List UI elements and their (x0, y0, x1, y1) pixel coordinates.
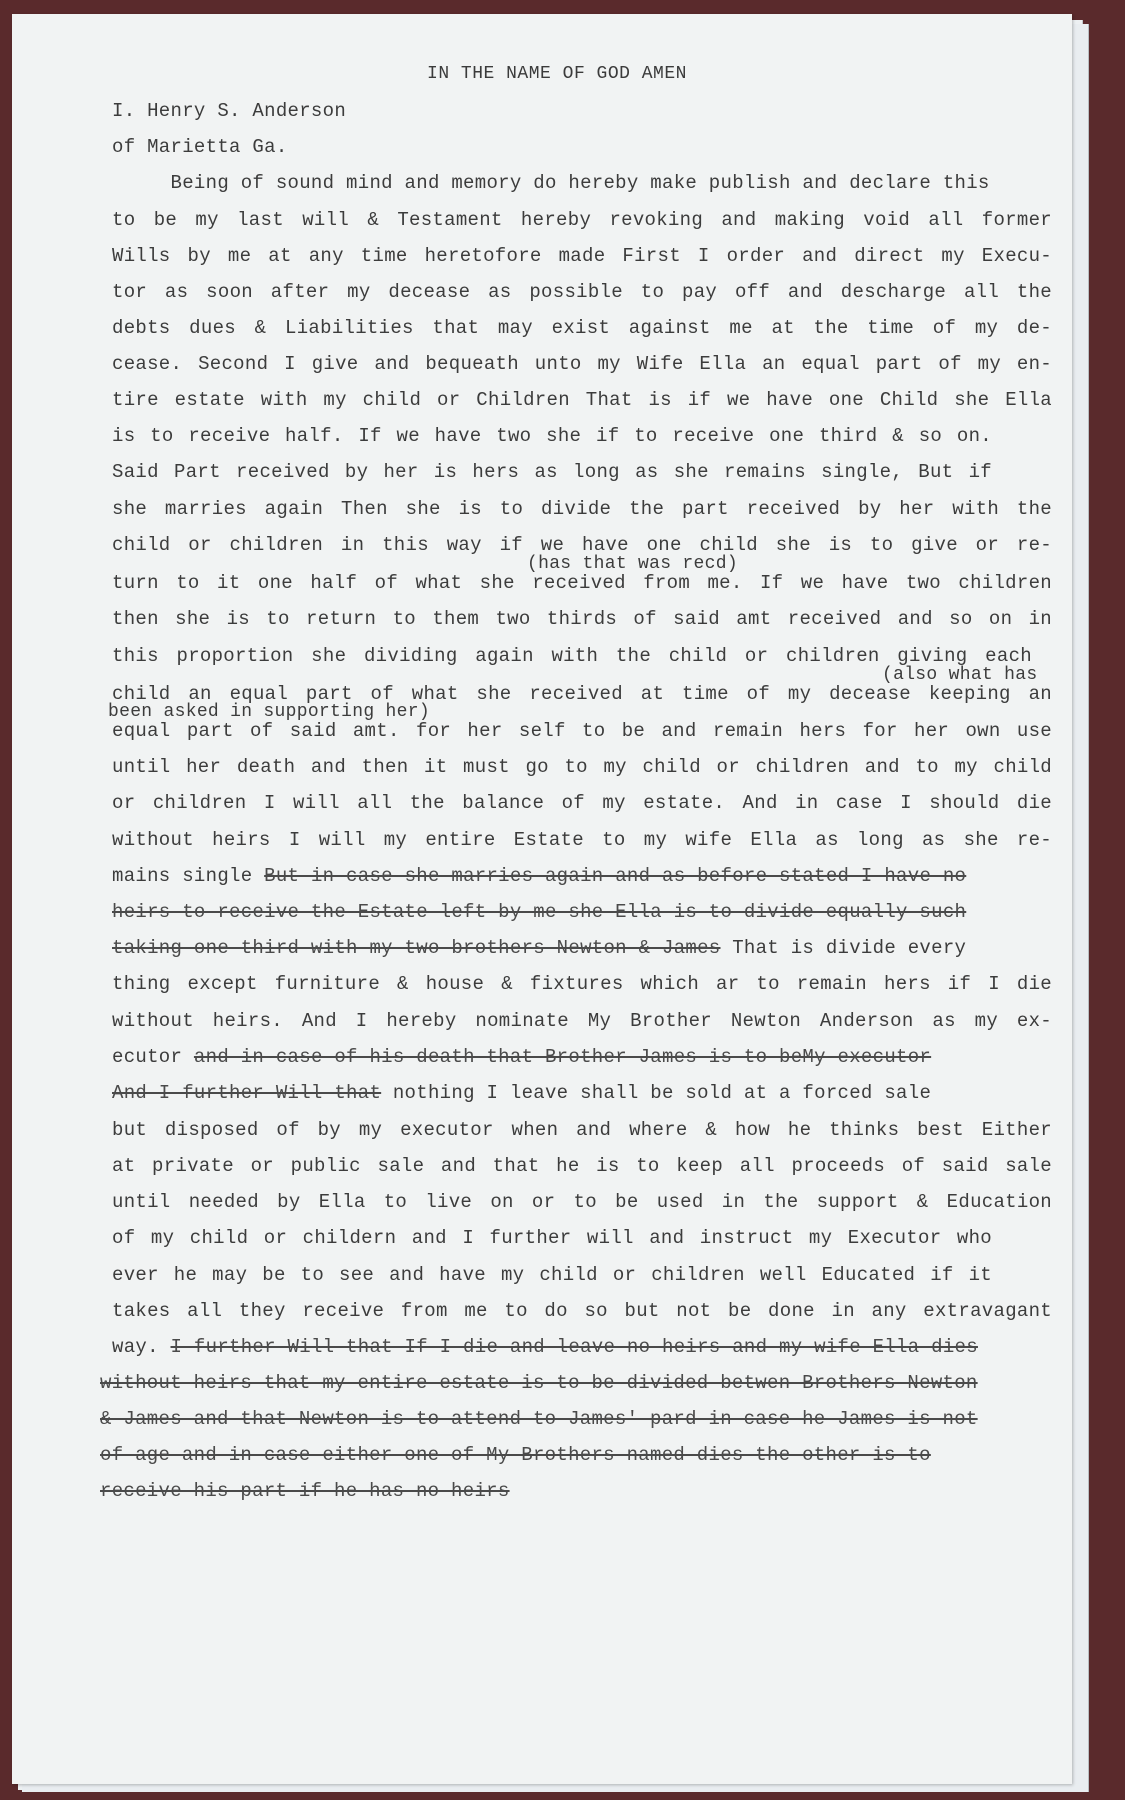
text-line: of my child or childern and I further will and instruct my Executor who (112, 1227, 992, 1249)
text-segment: mains single (112, 865, 253, 887)
struck-text: without heirs that my entire estate is to be divided betwen Brothers Newton (100, 1372, 978, 1394)
text-line: child or children in this way if we have one child she is to give or re- (112, 534, 1052, 556)
text-line: Being of sound mind and memory do hereby make publish and declare this (112, 172, 990, 194)
document-title: IN THE NAME OF GOD AMEN (427, 64, 687, 84)
text-line-with-strike (112, 1336, 1052, 1358)
text-line: without heirs. And I hereby nominate My Brother Newton Anderson as my ex- (112, 1010, 1052, 1032)
struck-text: receive his part if he has no heirs (100, 1480, 510, 1502)
text-line: debts dues & Liabilities that may exist against me at the time of my de- (112, 317, 1052, 339)
text-line-with-strike (112, 937, 1052, 959)
text-line-with-strike (100, 1444, 1040, 1466)
text-line: of Marietta Ga. (112, 136, 288, 158)
text-line: until her death and then it must go to my child or children and to my child (112, 756, 1052, 778)
text-line: she marries again Then she is to divide the part received by her with the (112, 498, 1052, 520)
text-segment: ecutor (112, 1046, 183, 1068)
struck-text: And I further Will that (112, 1082, 382, 1104)
text-line: cease. Second I give and bequeath unto my Wife Ella an equal part of my en- (112, 353, 1052, 375)
text-line-with-strike (100, 1480, 1040, 1502)
text-line: turn to it one half of what she received from me. If we have two children (112, 572, 1052, 594)
struck-text: & James and that Newton is to attend to James' pard in case he James is not (100, 1408, 978, 1430)
text-line: or children I will all the balance of my estate. And in case I should die (112, 792, 1052, 814)
text-line: this proportion she dividing again with the child or children giving each (112, 645, 1032, 667)
text-line: ever he may be to see and have my child or children well Educated if it (112, 1264, 992, 1286)
text-line-with-strike (112, 1082, 1052, 1104)
text-line-with-strike (112, 865, 1052, 887)
struck-text: I further Will that If I die and leave no heirs and my wife Ella dies (170, 1336, 978, 1358)
text-line: Wills by me at any time heretofore made First I order and direct my Execu- (112, 245, 1052, 267)
interlinear-insert: (has that was recd) (527, 554, 738, 574)
text-line: thing except furniture & house & fixtures which ar to remain hers if I die (112, 973, 1052, 995)
text-segment: way. (112, 1336, 159, 1358)
text-line-with-strike (100, 1372, 1040, 1394)
text-line: then she is to return to them two thirds of said amt received and so on in (112, 608, 1052, 630)
struck-text: But in case she marries again and as before stated I have no (264, 865, 967, 887)
will-document-page (12, 14, 1072, 1784)
text-line: but disposed of by my executor when and where & how he thinks best Either (112, 1119, 1052, 1141)
text-line: I. Henry S. Anderson (112, 100, 347, 122)
text-segment: nothing I leave shall be sold at a forced sale (392, 1082, 932, 1104)
text-line: tor as soon after my decease as possible to pay off and descharge all the (112, 281, 1052, 303)
struck-text: heirs to receive the Estate left by me she Ella is to divide equally such (112, 901, 967, 923)
interlinear-insert: been asked in supporting her) (108, 702, 430, 722)
text-line: without heirs I will my entire Estate to my wife Ella as long as she re- (112, 829, 1052, 851)
struck-text: taking one third with my two brothers Newton & James (112, 937, 721, 959)
interlinear-insert: (also what has (882, 665, 1038, 685)
text-line: child an equal part of what she received at time of my decease keeping an (112, 683, 1052, 705)
text-line-with-strike (112, 1046, 1052, 1068)
struck-text: of age and in case either one of My Brothers named dies the other is to (100, 1444, 931, 1466)
text-line: tire estate with my child or Children That is if we have one Child she Ella (112, 389, 1052, 411)
text-line: until needed by Ella to live on or to be used in the support & Education (112, 1191, 1052, 1213)
text-line-with-strike (112, 901, 1052, 923)
text-line: equal part of said amt. for her self to be and remain hers for her own use (112, 720, 1052, 742)
struck-text: and in case of his death that Brother James is to beMy executor (193, 1046, 932, 1068)
text-line: Said Part received by her is hers as long as she remains single, But if (112, 461, 992, 483)
text-line: is to receive half. If we have two she if to receive one third & so on. (112, 425, 992, 447)
text-line: at private or public sale and that he is to keep all proceeds of said sale (112, 1155, 1052, 1177)
text-line: to be my last will & Testament hereby revoking and making void all former (112, 209, 1052, 231)
text-line: takes all they receive from me to do so but not be done in any extravagant (112, 1300, 1052, 1322)
text-segment: That is divide every (732, 937, 967, 959)
text-line-with-strike (100, 1408, 1040, 1430)
